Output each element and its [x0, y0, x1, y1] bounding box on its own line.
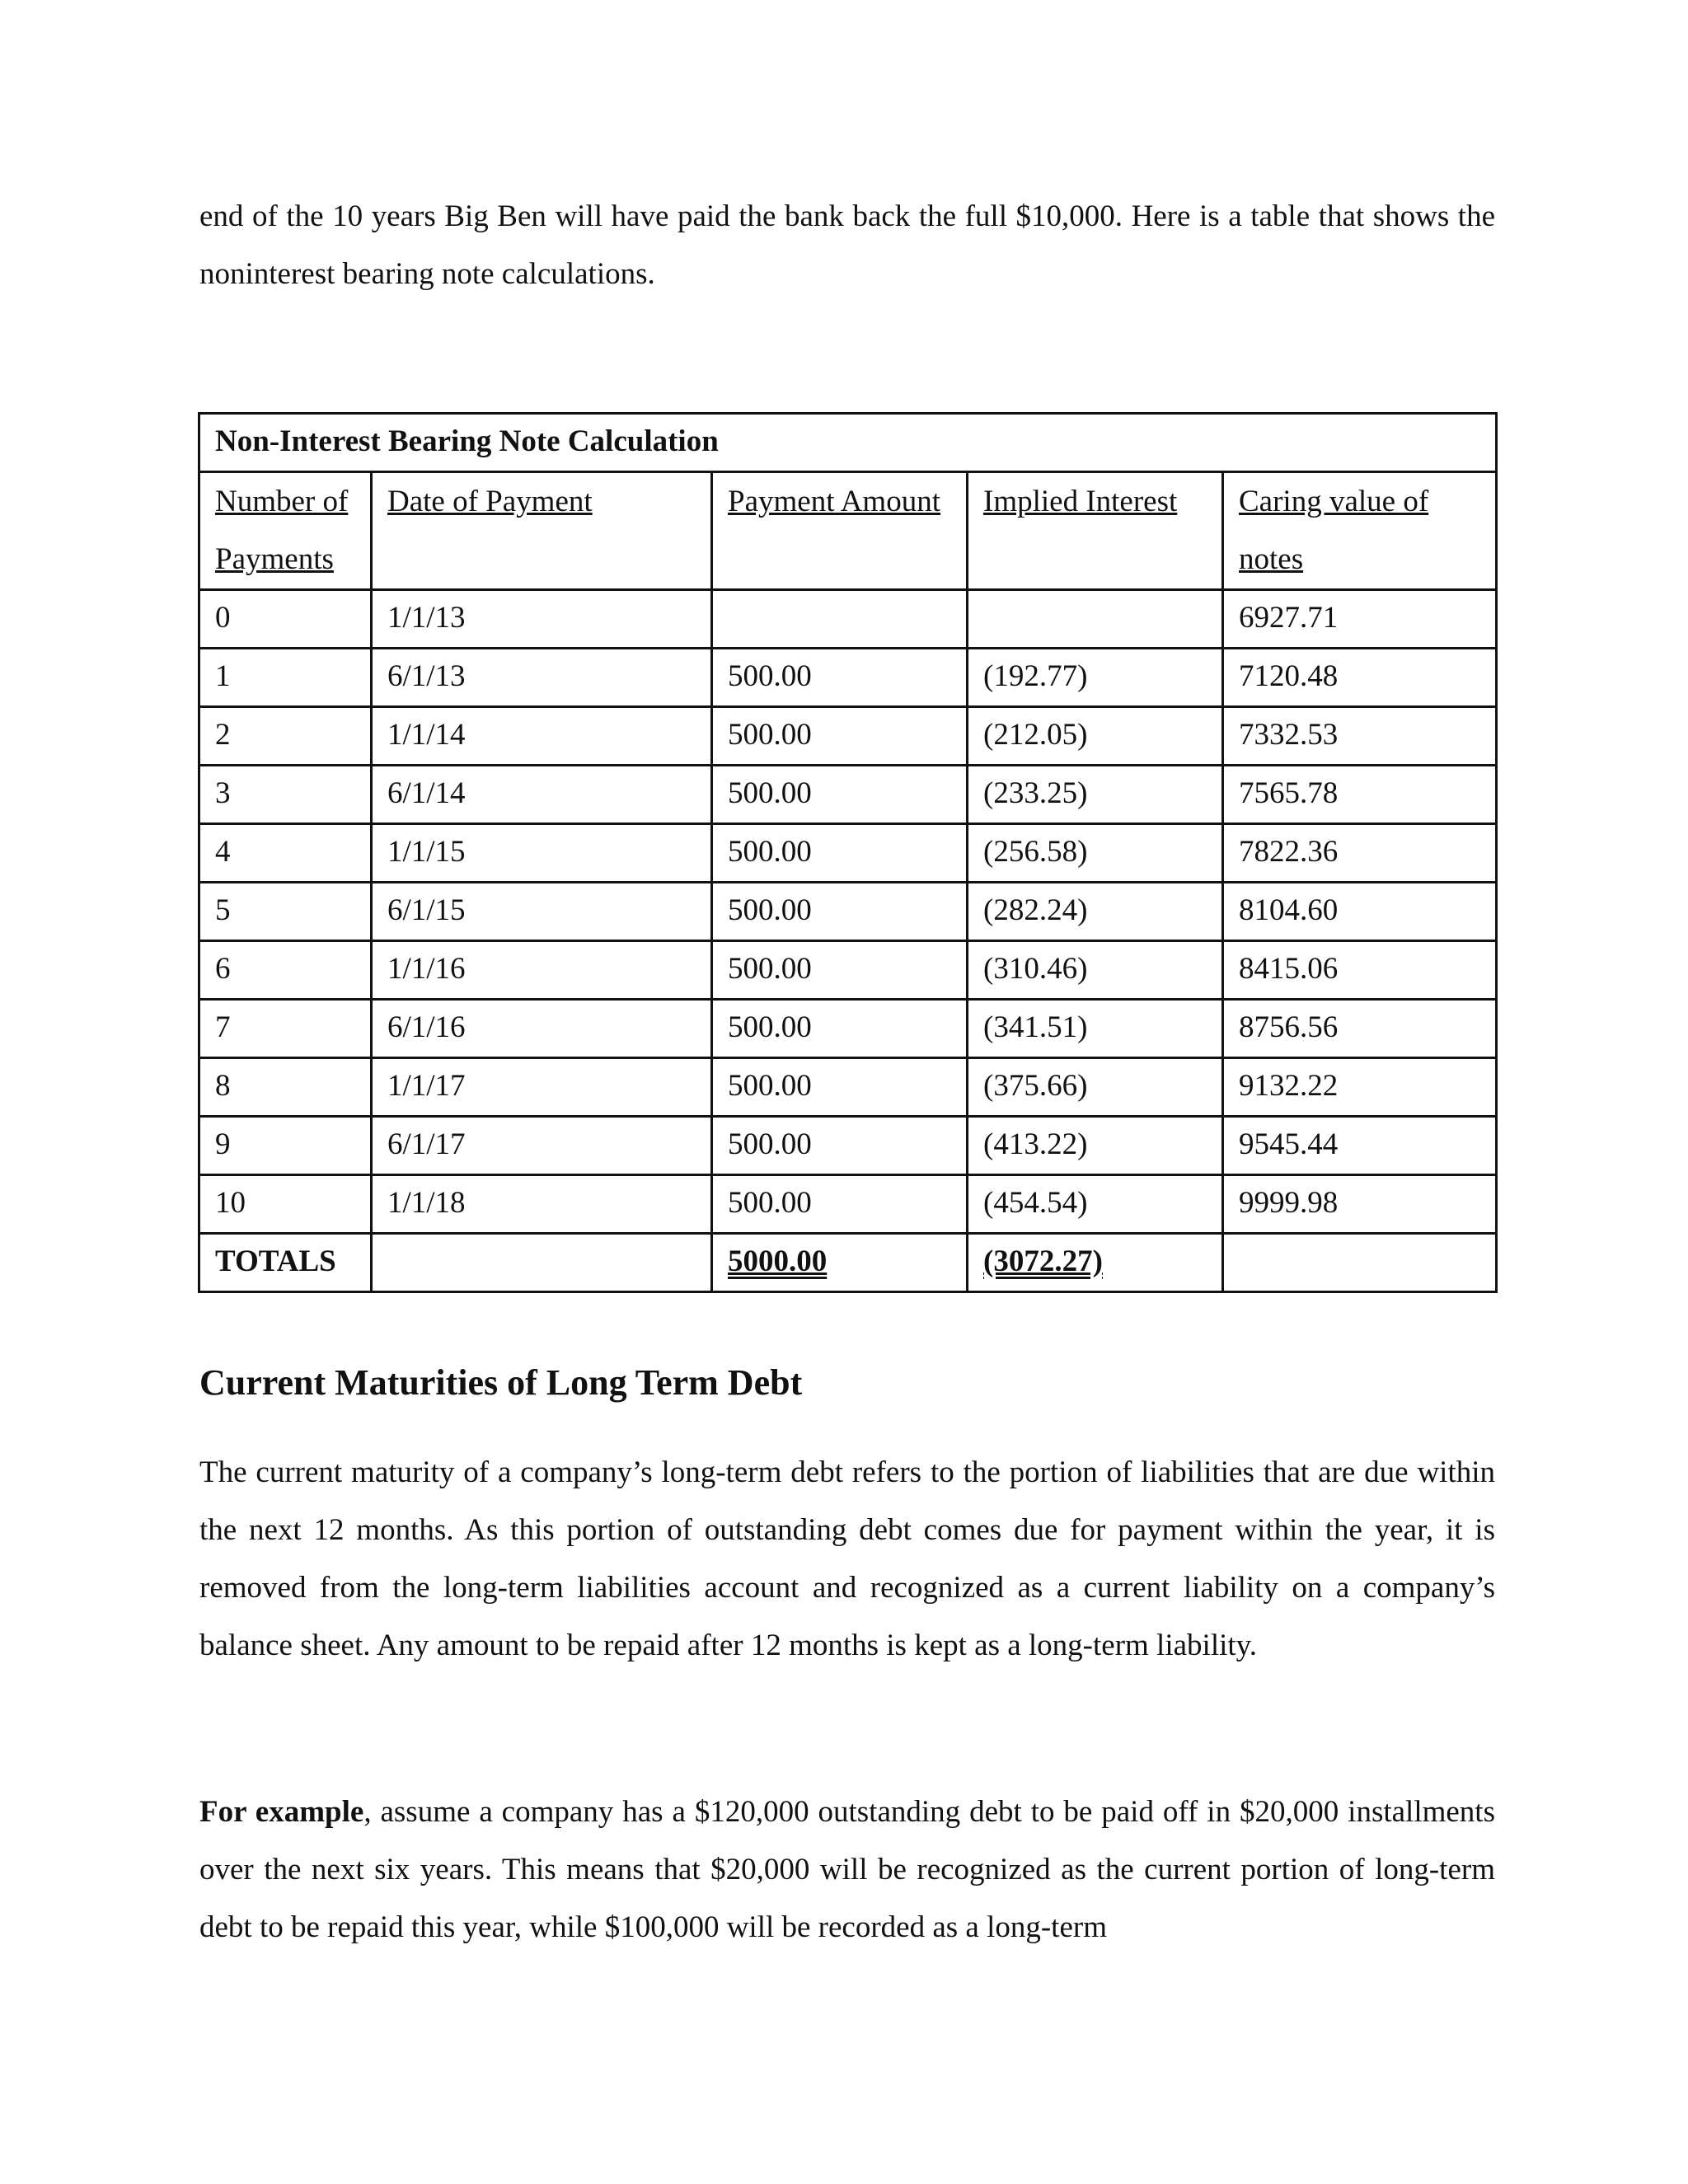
cell-carrying-value: 7565.78 [1223, 766, 1497, 824]
cell-carrying-value: 8756.56 [1223, 1000, 1497, 1058]
table-row [199, 707, 1497, 766]
totals-label: TOTALS [199, 1234, 372, 1292]
cell-payment-number: 1 [199, 649, 372, 707]
cell-payment-number: 8 [199, 1058, 372, 1117]
cell-payment-number: 2 [199, 707, 372, 766]
table-row [199, 941, 1497, 1000]
cell-implied-interest: (233.25) [968, 766, 1223, 824]
cell-implied-interest: (341.51) [968, 1000, 1223, 1058]
totals-payment-value: 5000.00 [728, 1244, 828, 1278]
example-text: , assume a company has a $120,000 outstanding debt to be paid off in $20,000 installments over the next six years. This means that $20,000 will be recognized as the current portion of long-term debt to be repaid this year, while $100,000 will be recorded as a long-term [199, 1795, 1495, 1944]
cell-carrying-value: 8104.60 [1223, 883, 1497, 941]
table-row [199, 1175, 1497, 1234]
cell-payment-amount: 500.00 [712, 941, 968, 1000]
cell-payment-amount: 500.00 [712, 766, 968, 824]
table-row [199, 590, 1497, 649]
cell-payment-date: 6/1/15 [372, 883, 712, 941]
cell-payment-amount: 500.00 [712, 1175, 968, 1234]
cell-implied-interest: (212.05) [968, 707, 1223, 766]
cell-payment-number: 10 [199, 1175, 372, 1234]
cell-payment-number: 7 [199, 1000, 372, 1058]
section-heading: Current Maturities of Long Term Debt [199, 1362, 803, 1403]
cell-payment-date: 6/1/17 [372, 1117, 712, 1175]
cell-implied-interest: (375.66) [968, 1058, 1223, 1117]
cell-implied-interest: (192.77) [968, 649, 1223, 707]
cell-carrying-value: 8415.06 [1223, 941, 1497, 1000]
table-row [199, 649, 1497, 707]
cell-payment-date: 1/1/16 [372, 941, 712, 1000]
cell-implied-interest: (413.22) [968, 1117, 1223, 1175]
cell-payment-amount: 500.00 [712, 1117, 968, 1175]
totals-carrying-empty [1223, 1234, 1497, 1292]
cell-carrying-value: 7822.36 [1223, 824, 1497, 883]
table-header-row [199, 472, 1497, 590]
totals-payment [712, 1234, 968, 1292]
cell-payment-number: 3 [199, 766, 372, 824]
cell-payment-date: 6/1/14 [372, 766, 712, 824]
cell-payment-amount: 500.00 [712, 883, 968, 941]
cell-payment-number: 4 [199, 824, 372, 883]
cell-payment-amount: 500.00 [712, 1058, 968, 1117]
table-row [199, 883, 1497, 941]
totals-date-empty [372, 1234, 712, 1292]
table-row [199, 824, 1497, 883]
header-implied-interest: Implied Interest [968, 472, 1223, 590]
cell-carrying-value: 9545.44 [1223, 1117, 1497, 1175]
cell-implied-interest: (454.54) [968, 1175, 1223, 1234]
cell-implied-interest [968, 590, 1223, 649]
header-date-of-payment: Date of Payment [372, 472, 712, 590]
cell-payment-date: 6/1/16 [372, 1000, 712, 1058]
cell-payment-date: 1/1/15 [372, 824, 712, 883]
cell-carrying-value: 9132.22 [1223, 1058, 1497, 1117]
table-row [199, 1117, 1497, 1175]
header-payment-amount: Payment Amount [712, 472, 968, 590]
table-title: Non-Interest Bearing Note Calculation [199, 414, 1497, 472]
table-row [199, 1058, 1497, 1117]
totals-interest [968, 1234, 1223, 1292]
totals-interest-value: (3072.27) [983, 1244, 1103, 1278]
cell-payment-number: 9 [199, 1117, 372, 1175]
cell-implied-interest: (282.24) [968, 883, 1223, 941]
cell-payment-number: 5 [199, 883, 372, 941]
cell-payment-date: 6/1/13 [372, 649, 712, 707]
intro-paragraph: end of the 10 years Big Ben will have paid the bank back the full $10,000. Here is a table that shows the noninterest bearing note calculations. [199, 199, 1495, 291]
cell-implied-interest: (256.58) [968, 824, 1223, 883]
example-lead: For example [199, 1795, 364, 1829]
cell-carrying-value: 7120.48 [1223, 649, 1497, 707]
cell-carrying-value: 9999.98 [1223, 1175, 1497, 1234]
totals-row [199, 1234, 1497, 1292]
cell-payment-amount: 500.00 [712, 1000, 968, 1058]
table-row [199, 766, 1497, 824]
table-row [199, 1000, 1497, 1058]
table-title-row [199, 414, 1497, 472]
cell-carrying-value: 6927.71 [1223, 590, 1497, 649]
cell-payment-date: 1/1/13 [372, 590, 712, 649]
cell-payment-amount: 500.00 [712, 649, 968, 707]
cell-payment-amount: 500.00 [712, 707, 968, 766]
cell-payment-number: 0 [199, 590, 372, 649]
section-paragraph: The current maturity of a company’s long-term debt refers to the portion of liabilities that are due within the next 12 months. As this portion of outstanding debt comes due for payment within the year, it is removed from the long-term liabilities account and recognized as a current liability on a company’s balance sheet. Any amount to be repaid after 12 months is kept as a long-term liability. [199, 1455, 1495, 1662]
cell-payment-amount: 500.00 [712, 824, 968, 883]
header-number-of-payments: Number of Payments [199, 472, 372, 590]
example-paragraph [199, 1783, 1495, 1957]
note-calculation-table [198, 412, 1498, 1293]
header-carrying-value: Caring value of notes [1223, 472, 1497, 590]
cell-payment-date: 1/1/17 [372, 1058, 712, 1117]
cell-implied-interest: (310.46) [968, 941, 1223, 1000]
cell-payment-date: 1/1/14 [372, 707, 712, 766]
cell-payment-amount [712, 590, 968, 649]
cell-payment-number: 6 [199, 941, 372, 1000]
cell-carrying-value: 7332.53 [1223, 707, 1497, 766]
cell-payment-date: 1/1/18 [372, 1175, 712, 1234]
